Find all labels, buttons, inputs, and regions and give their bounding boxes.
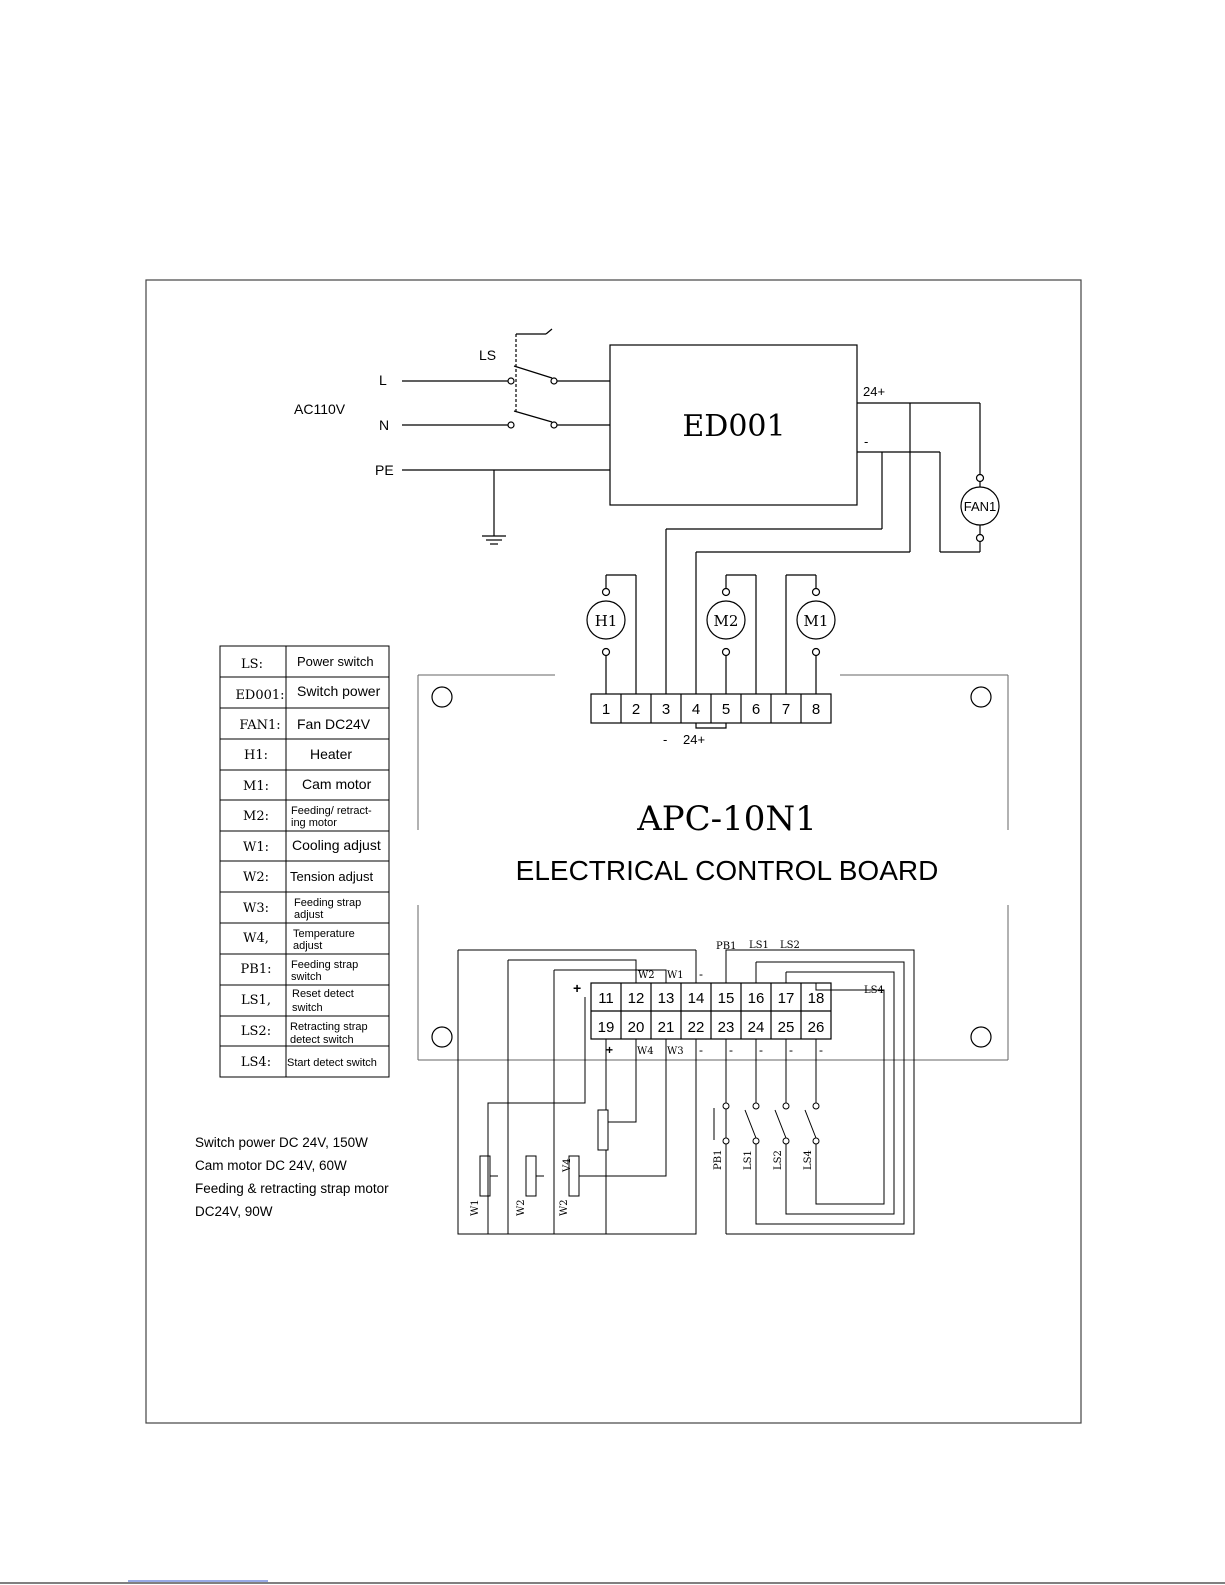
terminal-2: 2	[631, 701, 641, 718]
legend-code-0: LS:	[241, 657, 263, 672]
lbl-plus-bottom: +	[606, 1043, 614, 1057]
dc-minus-label: -	[864, 434, 869, 449]
pot-w1-label: W1	[470, 1199, 481, 1216]
dc-plus-label: 24+	[863, 384, 886, 399]
terminal-26: 26	[807, 1019, 825, 1036]
legend-desc-0: Power switch	[297, 654, 374, 669]
legend-desc2-8: adjust	[294, 909, 324, 921]
terminal-23: 23	[717, 1019, 735, 1036]
lbl-plus-left: +	[573, 980, 582, 996]
legend-code-1: ED001:	[235, 688, 285, 703]
legend-code-4: M1:	[243, 779, 269, 794]
terminal-12: 12	[627, 990, 645, 1007]
legend-desc2-10: switch	[291, 971, 322, 983]
lbl-w1-top: W1	[667, 970, 684, 981]
legend-desc-4: Cam motor	[302, 776, 372, 792]
lbl-minus-26: -	[819, 1043, 823, 1057]
legend-desc2-9: adjust	[293, 940, 323, 952]
lbl-minus-top: -	[699, 967, 703, 981]
legend-desc-7: Tension adjust	[290, 869, 374, 884]
legend-desc-6: Cooling adjust	[292, 837, 381, 853]
lbl-w3-bottom: W3	[667, 1046, 684, 1057]
note-0: Switch power DC 24V, 150W	[195, 1135, 368, 1150]
switch-ls1-label: LS1	[743, 1150, 754, 1170]
terminal-3: 3	[661, 701, 671, 718]
legend-desc-1: Switch power	[297, 683, 381, 699]
motor-m2	[707, 575, 756, 694]
legend-desc2-12: detect switch	[290, 1034, 354, 1046]
legend-code-5: M2:	[243, 809, 269, 824]
terminal-20: 20	[627, 1019, 645, 1036]
legend-desc-2: Fan DC24V	[297, 716, 371, 732]
legend-code-11: LS1,	[241, 993, 271, 1008]
terminal-15: 15	[717, 990, 735, 1007]
lbl-minus-24: -	[759, 1043, 763, 1057]
legend-desc2-11: switch	[292, 1002, 323, 1014]
terminal-21: 21	[657, 1019, 675, 1036]
terminal-16: 16	[747, 990, 765, 1007]
lbl-w4-bottom: W4	[637, 1046, 654, 1057]
terminal-block-top	[591, 694, 831, 728]
note-1: Cam motor DC 24V, 60W	[195, 1158, 347, 1173]
line-n-label: N	[379, 417, 390, 433]
terminal-18: 18	[807, 990, 825, 1007]
terminal-7: 7	[781, 701, 791, 718]
ls-switch-label: LS	[479, 347, 497, 363]
legend-code-10: PB1:	[240, 962, 272, 977]
terminal-13: 13	[657, 990, 675, 1007]
terminal-19: 19	[597, 1019, 615, 1036]
mount-hole-br	[971, 1027, 991, 1047]
board-title: ELECTRICAL CONTROL BOARD	[515, 855, 939, 886]
legend-desc-13: Start detect switch	[287, 1057, 377, 1069]
legend-code-13: LS4:	[240, 1055, 272, 1070]
motor-m1	[786, 575, 835, 694]
legend-code-3: H1:	[244, 748, 268, 763]
terminal-24: 24	[747, 1019, 765, 1036]
pot-v4-label: V4	[562, 1158, 573, 1172]
terminal-22: 22	[687, 1019, 705, 1036]
heater-h1	[587, 575, 636, 694]
m1-label: M1	[803, 612, 829, 630]
terminal-5: 5	[721, 701, 731, 718]
lbl-minus-22: -	[699, 1043, 703, 1057]
lbl-minus-23: -	[729, 1043, 733, 1057]
note-3: DC24V, 90W	[195, 1204, 273, 1219]
lbl-pb1-top: PB1	[716, 941, 737, 952]
legend-desc-5: Feeding/ retract-	[291, 805, 372, 817]
mains-wiring	[402, 329, 610, 470]
legend-code-12: LS2:	[240, 1024, 272, 1039]
ground-symbol	[482, 470, 506, 544]
terminal-4: 4	[691, 701, 701, 718]
control-wiring	[458, 950, 914, 1234]
lbl-minus-25: -	[789, 1043, 793, 1057]
terminal-1: 1	[601, 701, 611, 718]
terminal-25: 25	[777, 1019, 795, 1036]
legend-code-7: W2:	[242, 870, 270, 885]
board-model: APC-10N1	[637, 799, 817, 839]
lbl-ls2-top: LS2	[780, 940, 800, 951]
mount-hole-tr	[971, 687, 991, 707]
legend-desc-9: Temperature	[293, 928, 355, 940]
fan-motor	[961, 475, 999, 542]
bridge-minus: -	[663, 732, 668, 747]
terminal-6: 6	[751, 701, 761, 718]
mount-hole-bl	[432, 1027, 452, 1047]
pot-w3-label: W2	[559, 1199, 570, 1216]
lbl-ls1-top: LS1	[749, 940, 769, 951]
line-pe-label: PE	[375, 462, 394, 478]
bridge-plus: 24+	[683, 732, 706, 747]
legend-code-2: FAN1:	[239, 718, 281, 733]
legend-code-6: W1:	[242, 840, 270, 855]
legend-desc-3: Heater	[310, 746, 353, 762]
legend-code-9: W4,	[243, 931, 269, 946]
ed001-label: ED001	[682, 409, 786, 444]
legend-desc-11: Reset detect	[292, 988, 354, 1000]
lbl-w2-top: W2	[638, 970, 655, 981]
terminal-block-bottom	[591, 983, 831, 1039]
legend-desc-12: Retracting strap	[290, 1021, 368, 1033]
line-l-label: L	[379, 372, 387, 388]
dc-distribution	[666, 403, 980, 694]
note-2: Feeding & retracting strap motor	[195, 1181, 389, 1196]
legend-desc-10: Feeding strap	[291, 959, 359, 971]
lbl-ls4-right: LS4	[864, 985, 884, 996]
legend-code-8: W3:	[242, 901, 270, 916]
terminal-11: 11	[598, 990, 614, 1007]
switch-pb1-label: PB1	[713, 1149, 724, 1170]
pot-w2-label: W2	[516, 1199, 527, 1216]
switch-ls4-label: LS4	[803, 1150, 814, 1170]
legend-desc-8: Feeding strap	[294, 897, 362, 909]
terminal-8: 8	[811, 701, 821, 718]
terminal-14: 14	[687, 990, 705, 1007]
switch-ls2-label: LS2	[773, 1150, 784, 1170]
mount-hole-tl	[432, 687, 452, 707]
fan-label: FAN1	[963, 499, 997, 514]
legend-desc2-5: ing motor	[291, 817, 337, 829]
source-label: AC110V	[294, 401, 346, 417]
m2-label: M2	[713, 612, 739, 630]
terminal-17: 17	[777, 990, 795, 1007]
h1-label: H1	[594, 612, 618, 630]
